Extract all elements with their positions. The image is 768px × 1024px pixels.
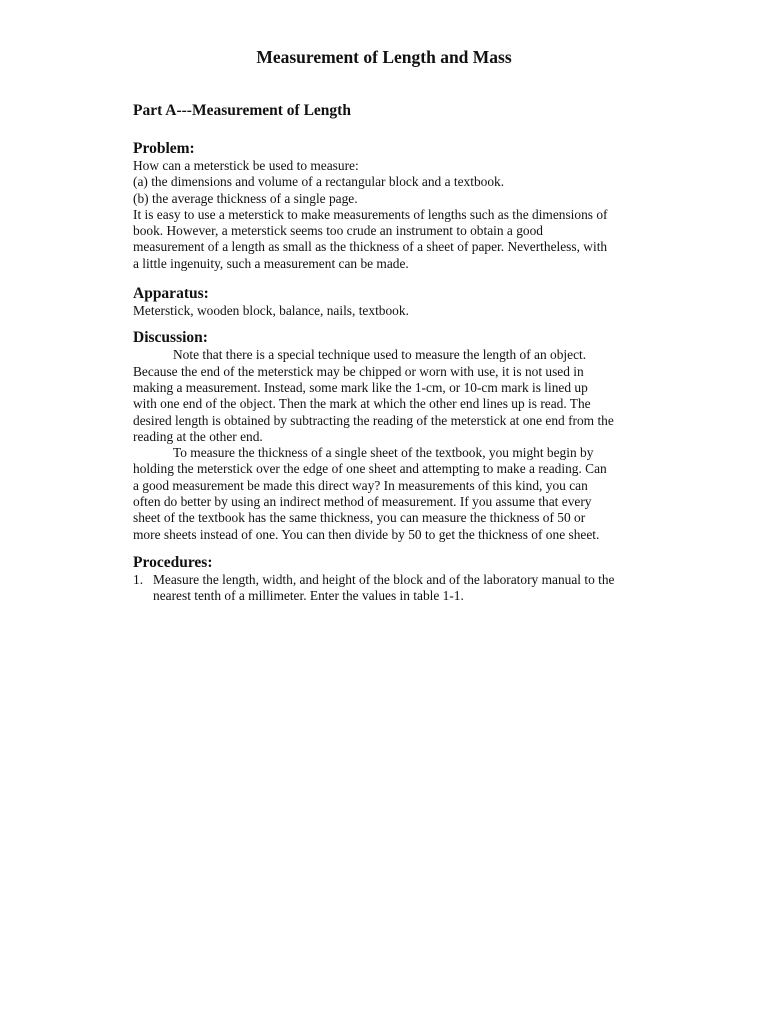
apparatus-text: Meterstick, wooden block, balance, nails, textbook. [133,303,409,319]
procedure-item [133,572,633,605]
problem-line: book. However, a meterstick seems too crude an instrument to obtain a good [133,223,544,239]
problem-line: How can a meterstick be used to measure: [133,158,359,173]
discussion-line: more sheets instead of one. You can then divide by 50 to get the thickness of one sheet. [133,526,600,542]
procedure-number: 1. [133,571,144,587]
problem-line: a little ingenuity, such a measurement can be made. [133,255,409,271]
document-body [133,140,633,605]
discussion-line: desired length is obtained by subtracting the reading of the meterstick at one end from the [133,412,614,428]
discussion-line: To measure the thickness of a single sheet of the textbook, you might begin by [173,445,594,461]
problem-line: measurement of a length as small as the thickness of a sheet of paper. Nevertheless, with [133,239,608,255]
procedure-text [153,572,633,605]
document-title: Measurement of Length and Mass [256,47,512,67]
problem-heading: Problem: [133,140,195,157]
problem-line: It is easy to use a meterstick to make measurements of lengths such as the dimensions of [133,206,608,222]
discussion-heading: Discussion: [133,329,208,347]
apparatus-section [133,285,633,319]
apparatus-heading: Apparatus: [133,285,209,303]
procedures-heading: Procedures: [133,553,213,571]
discussion-section [133,329,633,543]
discussion-line: holding the meterstick over the edge of one sheet and attempting to make a reading. Can [133,461,607,477]
problem-line: (a) the dimensions and volume of a rectangular block and a textbook. [133,174,505,190]
part-heading: Part A---Measurement of Length [133,102,351,119]
problem-section [133,140,633,272]
procedures-section [133,554,633,605]
discussion-line: with one end of the object. Then the mark at which the other end lines up is read. The [133,396,591,412]
problem-line: (b) the average thickness of a single page. [133,190,358,206]
discussion-line: Note that there is a special technique used to measure the length of an object. [173,347,587,363]
discussion-line: sheet of the textbook has the same thickness, you can measure the thickness of 50 or [133,510,586,526]
procedure-line: nearest tenth of a millimeter. Enter the values in table 1-1. [153,588,464,604]
discussion-line: making a measurement. Instead, some mark like the 1-cm, or 10-cm mark is lined up [133,379,588,395]
discussion-line: reading at the other end. [133,428,263,444]
discussion-line: often do better by using an indirect method of measurement. If you assume that every [133,494,592,510]
discussion-line: Because the end of the meterstick may be chipped or worn with use, it is not used in [133,363,584,379]
discussion-line: a good measurement be made this direct way? In measurements of this kind, you can [133,477,588,493]
procedure-line: Measure the length, width, and height of the block and of the laboratory manual to the [153,571,615,587]
